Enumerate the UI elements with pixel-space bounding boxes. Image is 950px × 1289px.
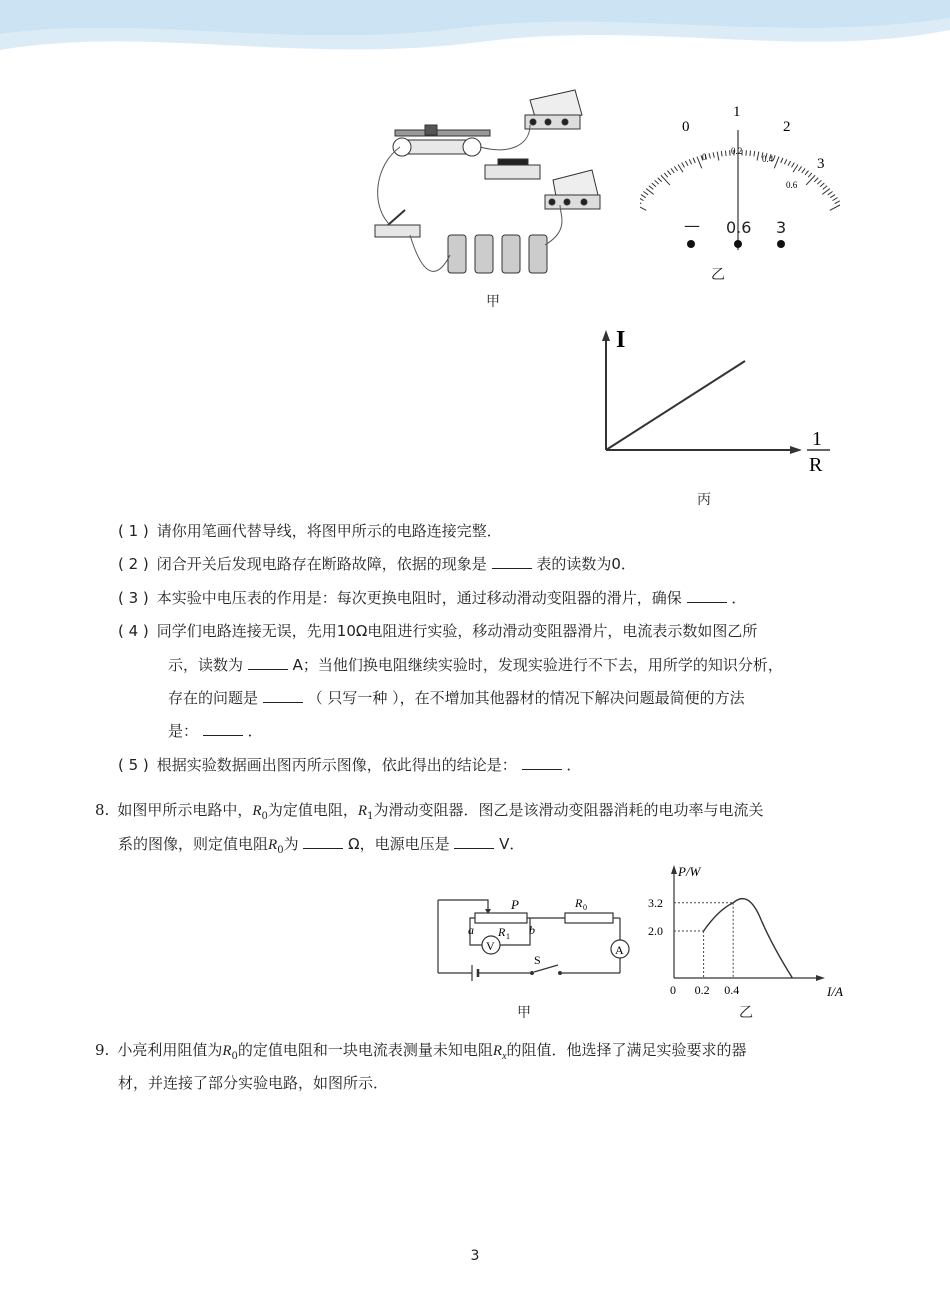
q7-item-5: ( 5 ) 根据实验数据画出图丙所示图像，依此得出的结论是： ．	[118, 756, 582, 774]
power-curve	[704, 899, 793, 978]
q7-4-reading-blank[interactable]	[248, 655, 288, 670]
q7-item-1: ( 1 ) 请你用笔画代替导线，将图甲所示的电路连接完整．	[118, 522, 502, 540]
meter-tick	[814, 178, 818, 182]
figure-bing-graph	[590, 325, 840, 480]
meter-tick	[757, 152, 759, 161]
meter-tick	[643, 192, 648, 195]
meter-lower-1: 0.2	[731, 146, 743, 156]
q7-item-1-num: ( 1 )	[118, 522, 149, 540]
meter-tick	[674, 166, 677, 171]
meter-tick	[664, 173, 668, 177]
meter-tick	[833, 198, 838, 201]
meter-tick	[640, 201, 641, 204]
meter-lower-0: 0	[702, 152, 707, 162]
r1-resistor	[475, 913, 527, 923]
meter-tick	[671, 168, 674, 172]
x-tick-0: 0	[670, 983, 676, 997]
switch-top-drawing	[485, 159, 540, 179]
q8-number: 8.	[95, 801, 110, 819]
q8-power-current-chart	[640, 860, 855, 1000]
ammeter-drawing	[545, 170, 600, 209]
meter-tick	[773, 155, 775, 160]
meter-tick	[689, 159, 691, 164]
meter-upper-3: 3	[817, 156, 825, 172]
meter-tick	[822, 189, 830, 195]
meter-tick	[685, 161, 688, 166]
meter-tick	[652, 183, 656, 187]
meter-tick	[830, 195, 835, 198]
rheostat-drawing	[393, 125, 490, 156]
graph-bing-x-den: R	[809, 454, 823, 476]
meter-tick	[750, 151, 751, 156]
meter-terminal-3: 3	[776, 218, 787, 237]
meter-tick	[830, 204, 840, 210]
q7-3-answer-blank[interactable]	[687, 588, 727, 603]
header-wave-decoration	[0, 0, 950, 70]
meter-tick	[784, 159, 786, 164]
q7-item-2: ( 2 ) 闭合开关后发现电路存在断路故障，依据的现象是 表的读数为0．	[118, 555, 636, 573]
svg-text:V: V	[486, 939, 495, 953]
y-tick-3.2: 3.2	[648, 895, 663, 910]
meter-tick	[709, 153, 710, 158]
meter-tick	[774, 157, 779, 169]
svg-text:a: a	[468, 923, 474, 937]
x-tick-0.4: 0.4	[724, 983, 740, 997]
caption-yi-q8: 乙	[739, 1005, 753, 1021]
q7-item-4-line-2: 示，读数为 A；当他们换电阻继续实验时，发现实验进行不下去，用所学的知识分析，	[168, 656, 783, 674]
q8-line-1: 8. 如图甲所示电路中，$R_0$为定值电阻，$R_1$为滑动变阻器．图乙是该滑动变阻器消耗的电功率与电流关	[95, 801, 764, 822]
svg-text:R: R	[498, 925, 506, 939]
q7-4-problem-blank[interactable]	[263, 688, 303, 703]
q7-item-4-line-4: 是： ．	[168, 722, 263, 740]
caption-yi-top: 乙	[711, 267, 725, 283]
meter-tick	[646, 189, 654, 195]
meter-tick	[721, 151, 722, 156]
svg-text:P: P	[511, 897, 519, 912]
meter-tick	[655, 180, 659, 184]
meter-tick	[658, 178, 662, 182]
graph-bing-x-num: 1	[812, 428, 822, 450]
meter-lower-2: 0.4	[762, 154, 774, 164]
x-tick-0.2: 0.2	[694, 983, 710, 997]
q7-item-4-line-1: ( 4 ) 同学们电路连接无误，先用10Ω电阻进行实验，移动滑动变阻器滑片，电流表示数如图乙所	[118, 622, 758, 640]
meter-tick	[805, 171, 809, 175]
graph-bing-y-label: I	[616, 327, 626, 353]
svg-text:S: S	[534, 953, 541, 967]
meter-upper-1: 1	[733, 104, 741, 120]
q9-number: 9.	[95, 1041, 110, 1059]
svg-text:A: A	[615, 943, 624, 957]
meter-tick	[682, 163, 685, 168]
chart-y-label: P/W	[678, 864, 701, 879]
y-tick-2.0: 2.0	[648, 924, 663, 938]
caption-jia-q8: 甲	[517, 1005, 531, 1021]
batteries-drawing	[448, 235, 547, 273]
meter-terminal-dots	[680, 236, 800, 252]
svg-text:1: 1	[506, 932, 510, 941]
meter-tick	[678, 164, 683, 172]
meter-tick	[640, 198, 643, 201]
meter-terminal-0-6: 0.6	[726, 218, 752, 237]
meter-tick	[661, 175, 670, 185]
q7-item-4-line-3: 存在的问题是 （ 只写一种 ），在不增加其他器材的情况下解决问题最简便的方法	[168, 689, 745, 707]
meter-tick	[798, 166, 801, 171]
figure-jia-apparatus	[370, 85, 620, 285]
meter-tick	[754, 151, 755, 156]
q8-circuit-diagram	[430, 885, 640, 995]
meter-tick	[792, 163, 795, 168]
q7-2-answer-blank[interactable]	[492, 554, 532, 569]
meter-tick	[640, 204, 646, 210]
q8-resistance-blank[interactable]	[303, 834, 343, 849]
meter-tick	[693, 158, 695, 163]
meter-tick	[649, 186, 653, 190]
r0-resistor	[565, 913, 613, 923]
voltmeter-drawing	[525, 90, 582, 129]
meter-tick	[667, 171, 671, 175]
page-number: 3	[470, 1248, 480, 1264]
meter-tick	[820, 183, 824, 187]
meter-tick	[828, 192, 833, 195]
q7-5-conclusion-blank[interactable]	[522, 755, 562, 770]
meter-lower-3: 0.6	[786, 180, 798, 190]
meter-tick	[717, 152, 719, 161]
graph-bing-line	[606, 361, 745, 450]
meter-tick	[788, 161, 791, 166]
meter-scale-ticks	[640, 150, 840, 210]
svg-text:0: 0	[583, 903, 587, 912]
meter-tick	[641, 195, 646, 198]
meter-tick	[806, 175, 815, 185]
meter-upper-0: 0	[682, 119, 690, 135]
meter-terminal-minus: —	[684, 216, 700, 235]
meter-tick	[823, 186, 827, 190]
meter-tick	[802, 168, 805, 172]
meter-tick	[781, 158, 783, 163]
q8-voltage-blank[interactable]	[454, 834, 494, 849]
meter-upper-2: 2	[783, 119, 791, 135]
meter-tick	[817, 180, 821, 184]
q7-item-3: ( 3 ) 本实验中电压表的作用是：每次更换电阻时，通过移动滑动变阻器的滑片，确保 ．	[118, 589, 747, 607]
caption-bing: 丙	[697, 492, 711, 508]
meter-tick	[808, 173, 812, 177]
svg-text:R: R	[575, 896, 583, 910]
chart-x-label: I/A	[827, 984, 843, 999]
caption-jia-top: 甲	[486, 294, 500, 310]
q9-line-1: 9. 小亮利用阻值为$R_0$的定值电阻和一块电流表测量未知电阻$R_x$的阻值．他选择了满足实验要求的器	[95, 1041, 747, 1062]
meter-tick	[793, 164, 798, 172]
meter-tick	[725, 151, 726, 156]
svg-text:b: b	[529, 923, 535, 937]
meter-tick	[835, 201, 840, 204]
q9-line-2: 材，并连接了部分实验电路，如图所示．	[118, 1074, 389, 1092]
q8-line-2: 系的图像，则定值电阻$R_0$为 Ω，电源电压是 V．	[118, 835, 525, 856]
meter-tick	[713, 152, 714, 157]
q7-4-method-blank[interactable]	[203, 721, 243, 736]
